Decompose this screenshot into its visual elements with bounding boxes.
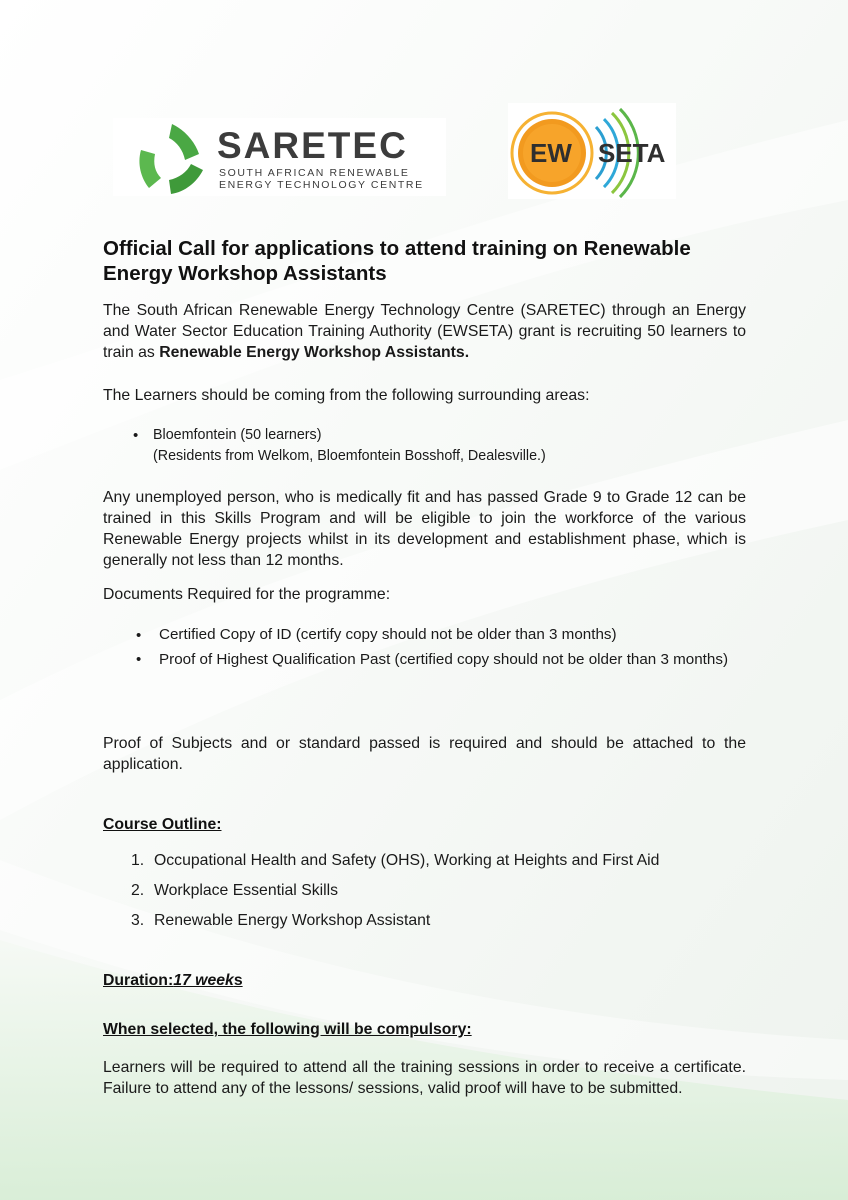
intro-bold-text: Renewable Energy Workshop Assistants. — [159, 344, 470, 361]
area-name: Bloemfontein (50 learners) — [153, 427, 322, 443]
ewseta-wordmark-seta: SETA — [598, 138, 666, 168]
duration-line — [103, 970, 243, 991]
areas-intro: The Learners should be coming from the following surrounding areas: — [103, 387, 590, 404]
course-item: Occupational Health and Safety (OHS), Working at Heights and First Aid — [154, 852, 660, 869]
course-item: Renewable Energy Workshop Assistant — [154, 912, 431, 929]
duration-suffix: s — [233, 972, 243, 989]
ewseta-logo — [508, 103, 676, 199]
eligibility-paragraph: Any unemployed person, who is medically fit and has passed Grade 9 to Grade 12 can be trained in this Skills Program and will be eligible to join the workforce of the various Renewable Energy projects whilst in its development and establishment phase, which is generally not less than 12 months. — [103, 489, 746, 569]
saretec-emblem-icon — [133, 120, 211, 198]
ewseta-wordmark-ew: EW — [530, 138, 572, 168]
compulsory-paragraph: Learners will be required to attend all the training sessions in order to receive a certificate. Failure to attend any of the lessons/ sessions, valid proof will have to be submitted. — [103, 1059, 746, 1097]
course-outline-heading: Course Outline: — [103, 816, 222, 833]
intro-paragraph — [103, 300, 746, 363]
subjects-note: Proof of Subjects and or standard passed is required and should be attached to the application. — [103, 735, 746, 773]
compulsory-heading: When selected, the following will be compulsory: — [103, 1021, 472, 1038]
duration-value: 17 week — [173, 972, 234, 989]
saretec-tagline: SOUTH AFRICAN RENEWABLE ENERGY TECHNOLOGY CENTRE — [219, 167, 424, 191]
list-number: 1. — [131, 852, 145, 869]
area-detail: (Residents from Welkom, Bloemfontein Bosshoff, Dealesville.) — [153, 448, 546, 464]
intro-text: The South African Renewable Energy Technology Centre (SARETEC) through an Energy and Water Sector Education Training Authority (EWSETA) grant is recruiting 50 learners to train as — [103, 302, 746, 361]
documents-intro: Documents Required for the programme: — [103, 586, 391, 603]
saretec-wordmark: SARETEC — [217, 125, 408, 166]
page-title: Official Call for applications to attend training on Renewable Energy Workshop Assistants — [103, 237, 691, 285]
list-number: 3. — [131, 912, 145, 929]
saretec-logo — [113, 118, 446, 196]
document-item: Proof of Highest Qualification Past (certified copy should not be older than 3 months) — [159, 651, 728, 668]
document-item: Certified Copy of ID (certify copy should not be older than 3 months) — [159, 626, 617, 643]
bullet-icon: • — [136, 651, 142, 668]
course-item: Workplace Essential Skills — [154, 882, 339, 899]
bullet-icon: • — [133, 427, 139, 444]
list-number: 2. — [131, 882, 145, 899]
bullet-icon: • — [136, 627, 142, 644]
duration-label: Duration: — [103, 972, 174, 989]
